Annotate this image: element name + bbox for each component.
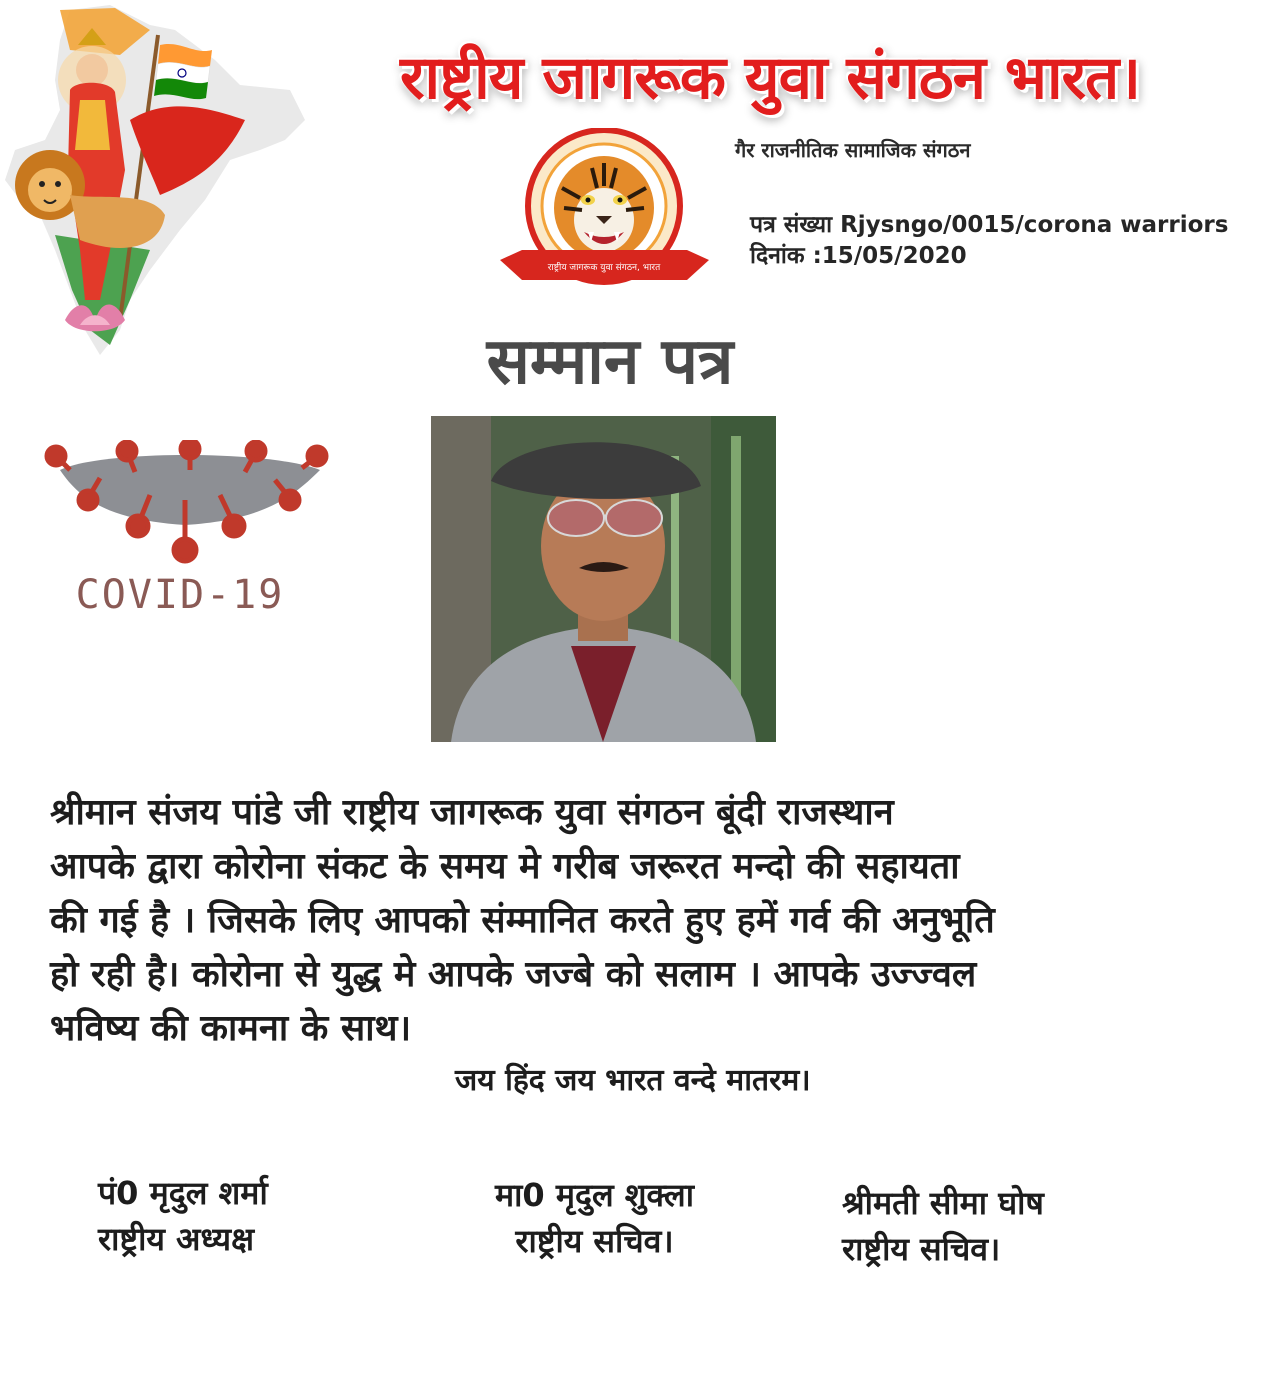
covid-label: COVID-19 (75, 572, 285, 618)
body-line: आपके द्वारा कोरोना संकट के समय मे गरीब जरूरत मन्दो की सहायता (50, 846, 960, 887)
body-line: हो रही है। कोरोना से युद्ध मे आपके जज्बे को सलाम । आपके उज्ज्वल (50, 954, 977, 995)
signatory-name: मा0 मृदुल शुक्ला (495, 1176, 694, 1214)
slogan: जय हिंद जय भारत वन्दे मातरम। (455, 1063, 811, 1098)
signatory-name: पं0 मृदुल शर्मा (98, 1174, 268, 1212)
signatory-name: श्रीमती सीमा घोष (842, 1184, 1044, 1222)
signatory-title: राष्ट्रीय अध्यक्ष (98, 1220, 255, 1258)
signatory-secretary-1 (495, 1172, 694, 1264)
certificate-body (50, 786, 1250, 1056)
body-line: भविष्य की कामना के साथ। (50, 1008, 412, 1049)
letter-date: दिनांक :15/05/2020 (750, 243, 967, 269)
seal-ribbon-text: राष्ट्रीय जागरूक युवा संगठन, भारत (547, 263, 661, 273)
body-line: की गई है । जिसके लिए आपको संम्मानित करते हुए हमें गर्व की अनुभूति (50, 900, 995, 941)
signatory-title: राष्ट्रीय सचिव। (842, 1230, 1001, 1268)
reference-block (750, 210, 1228, 272)
letter-number: पत्र संख्या Rjysngo/0015/corona warriors (750, 212, 1229, 238)
document-heading: सम्मान पत्र (486, 325, 734, 399)
organization-title: राष्ट्रीय जागरूक युवा संगठन भारत। (400, 43, 1140, 113)
body-line: श्रीमान संजय पांडे जी राष्ट्रीय जागरूक युवा संगठन बूंदी राजस्थान (50, 792, 894, 833)
organization-seal (492, 128, 717, 298)
signatory-president (98, 1170, 268, 1262)
signatory-title: राष्ट्रीय सचिव। (515, 1222, 674, 1260)
recipient-photo (431, 416, 776, 742)
signatory-secretary-2 (842, 1180, 1044, 1272)
tiger-icon (554, 156, 654, 260)
organization-subtitle: गैर राजनीतिक सामाजिक संगठन (735, 138, 971, 162)
bharat-mata-emblem (0, 0, 310, 365)
